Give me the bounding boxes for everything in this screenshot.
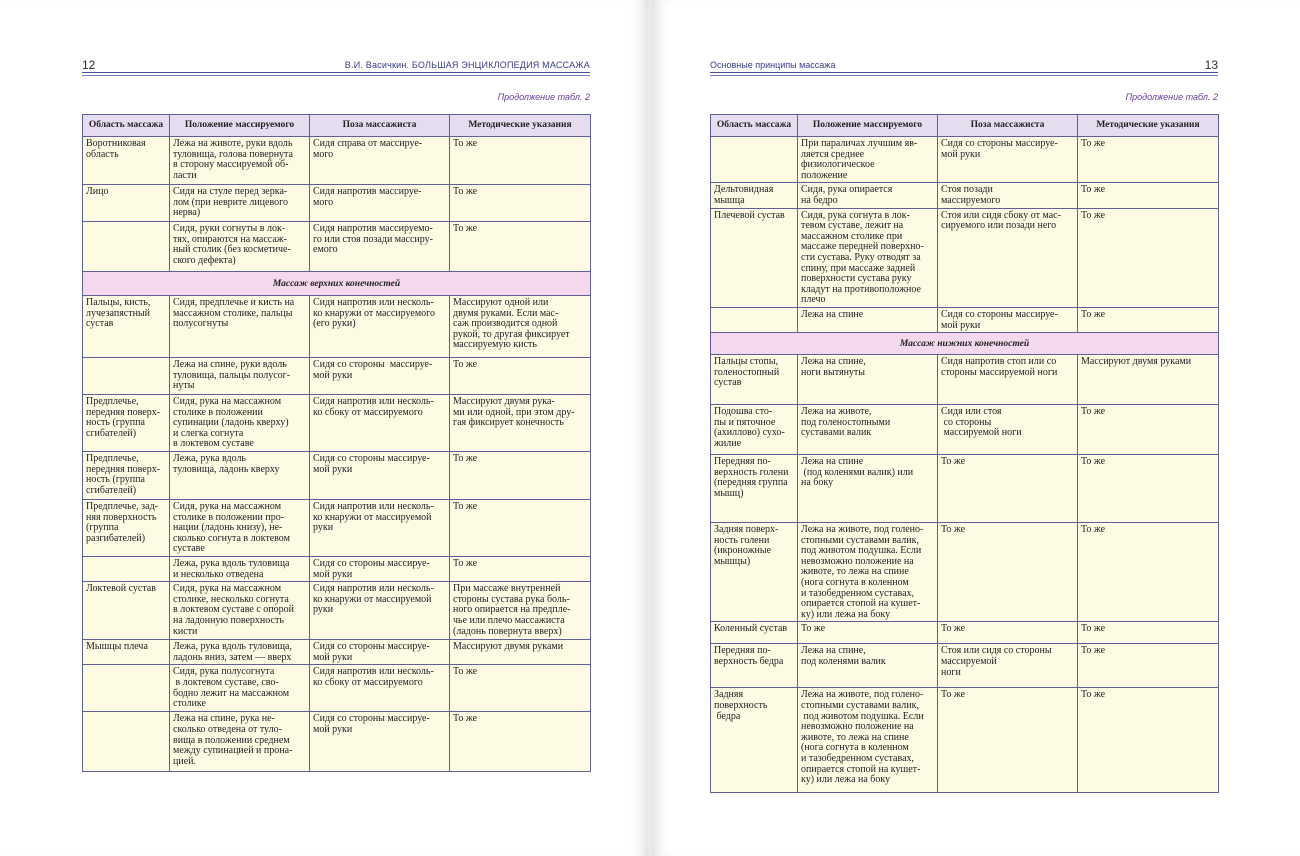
notes-cell: То же <box>450 712 591 772</box>
notes-cell: При массаже внутренней стороны сустава рука боль- ного опирается на предпле- чье или плечо массажиста (ладонь повернута вверх) <box>450 582 591 640</box>
notes-cell: То же <box>1078 523 1219 622</box>
notes-cell: То же <box>1078 137 1219 183</box>
table-row <box>83 296 591 358</box>
massage-table-left <box>82 114 591 772</box>
notes-cell: Массируют двумя рука- ми или одной, при этом дру- гая фиксирует конечность <box>450 395 591 452</box>
pose-cell: Сидя напротив массируе- мого <box>310 185 450 222</box>
notes-cell: То же <box>1078 644 1219 688</box>
notes-cell: То же <box>1078 405 1219 455</box>
table-row <box>83 137 591 185</box>
column-header: Методические указания <box>450 115 591 137</box>
table-row <box>83 640 591 665</box>
table-row <box>83 582 591 640</box>
continuation-label: Продолжение табл. 2 <box>497 92 590 102</box>
position-cell: Лежа, рука вдоль туловища и несколько отведена <box>170 556 310 581</box>
position-cell: Сидя на стуле перед зерка- лом (при неврите лицевого нерва) <box>170 185 310 222</box>
pose-cell: Сидя со стороны массируе- мой руки <box>938 137 1078 183</box>
page-number: 12 <box>82 58 96 72</box>
notes-cell: То же <box>450 499 591 556</box>
pose-cell: Сидя со стороны массируе- мой руки <box>938 307 1078 332</box>
area-cell: Локтевой сустав <box>83 582 170 640</box>
header-rule-thin <box>82 75 590 76</box>
table-header-row <box>711 115 1219 137</box>
area-cell: Дельтовидная мышца <box>711 183 798 208</box>
running-title: Основные принципы массажа <box>710 60 836 70</box>
position-cell: Сидя, рука согнута в лок- тевом суставе, лежит на массажном столике при массаже передней поверхно- сти сустава. Руку отводят за спину, при массаже задней поверхности сустава руку кладут на противоположное плечо <box>798 208 938 307</box>
table-row <box>83 222 591 272</box>
table-header-row <box>83 115 591 137</box>
position-cell: Лежа на животе, под голеностопными суставами валик <box>798 405 938 455</box>
area-cell: Пальцы стопы, голеностопный сустав <box>711 355 798 405</box>
table-row <box>711 688 1219 793</box>
table-row <box>711 208 1219 307</box>
area-cell: Передняя по- верхность бедра <box>711 644 798 688</box>
area-cell <box>83 712 170 772</box>
area-cell: Предплечье, передняя поверх- ность (группа сгибателей) <box>83 451 170 499</box>
table-row <box>83 395 591 452</box>
area-cell: Мышцы плеча <box>83 640 170 665</box>
table-row <box>83 185 591 222</box>
position-cell: Сидя, рука на массажном столике, несколько согнута в локтевом суставе с опорой на ладонную поверхность кисти <box>170 582 310 640</box>
area-cell: Лицо <box>83 185 170 222</box>
position-cell: Сидя, рука на массажном столике в положении супинации (ладонь кверху) и слегка согнута в локтевом суставе <box>170 395 310 452</box>
pose-cell: Сидя напротив или несколь- ко кнаружи от массируемой руки <box>310 499 450 556</box>
pose-cell: То же <box>938 523 1078 622</box>
notes-cell: То же <box>450 358 591 395</box>
table-row <box>83 665 591 712</box>
position-cell: Лежа на животе, под голено- стопными суставами валик, под животом подушка. Если невозможно положение на животе, то лежа на спине (нога согнута в коленном и тазобедренном суставах, опирается стопой на кушет- ку) или лежа на боку <box>798 523 938 622</box>
position-cell: Сидя, руки согнуты в лок- тях, опираются на массаж- ный столик (без косметиче- ского дефекта) <box>170 222 310 272</box>
notes-cell: То же <box>1078 208 1219 307</box>
position-cell: Сидя, рука полусогнута в локтевом суставе, сво- бодно лежит на массажном столике <box>170 665 310 712</box>
notes-cell: Массируют двумя руками <box>1078 355 1219 405</box>
pose-cell: Сидя со стороны массируе- мой руки <box>310 556 450 581</box>
notes-cell: То же <box>450 451 591 499</box>
area-cell: Плечевой сустав <box>711 208 798 307</box>
running-title: В.И. Васичкин. БОЛЬШАЯ ЭНЦИКЛОПЕДИЯ МАССАЖА <box>344 60 590 70</box>
area-cell <box>711 307 798 332</box>
table-row <box>83 556 591 581</box>
position-cell: Лежа, рука вдоль туловища, ладонь кверху <box>170 451 310 499</box>
area-cell <box>83 665 170 712</box>
pose-cell: Стоя позади массируемого <box>938 183 1078 208</box>
table-row <box>83 358 591 395</box>
pose-cell: Сидя напротив или несколь- ко кнаружи от массируемой руки <box>310 582 450 640</box>
area-cell: Пальцы, кисть, лучезапястный сустав <box>83 296 170 358</box>
column-header: Методические указания <box>1078 115 1219 137</box>
position-cell: Лежа, рука вдоль туловища, ладонь вниз, затем — вверх <box>170 640 310 665</box>
table-row <box>711 405 1219 455</box>
header-rule <box>82 72 590 73</box>
pose-cell: Сидя со стороны массируе- мой руки <box>310 640 450 665</box>
notes-cell: То же <box>450 137 591 185</box>
column-header: Поза массажиста <box>938 115 1078 137</box>
notes-cell: То же <box>1078 307 1219 332</box>
notes-cell: То же <box>450 665 591 712</box>
position-cell: Лежа на спине, руки вдоль туловища, пальцы полусог- нуты <box>170 358 310 395</box>
pose-cell: Сидя справа от массируе- мого <box>310 137 450 185</box>
notes-cell: То же <box>1078 183 1219 208</box>
pose-cell: Сидя напротив или несколь- ко кнаружи от массируемого (его руки) <box>310 296 450 358</box>
section-title: Массаж верхних конечностей <box>83 272 591 296</box>
pose-cell: Сидя напротив или несколь- ко сбоку от массируемого <box>310 395 450 452</box>
notes-cell: То же <box>1078 455 1219 523</box>
position-cell: Сидя, рука на массажном столике в положении про- нации (ладонь книзу), не- сколько согнута в локтевом суставе <box>170 499 310 556</box>
pose-cell: То же <box>938 688 1078 793</box>
notes-cell: То же <box>1078 622 1219 644</box>
pose-cell: Стоя или сидя сбоку от мас- сируемого или позади него <box>938 208 1078 307</box>
position-cell: Лежа на спине, под коленями валик <box>798 644 938 688</box>
notes-cell: То же <box>450 222 591 272</box>
table-row <box>83 712 591 772</box>
table-row <box>711 307 1219 332</box>
column-header: Поза массажиста <box>310 115 450 137</box>
left-page <box>0 0 648 856</box>
pose-cell: Стоя или сидя со стороны массируемой ноги <box>938 644 1078 688</box>
notes-cell: Массируют одной или двумя руками. Если мас- саж производится одной рукой, то другая фиксирует массируемую кисть <box>450 296 591 358</box>
area-cell: Коленный сустав <box>711 622 798 644</box>
table-row <box>711 622 1219 644</box>
area-cell: Передняя по- верхность голени (передняя группа мышц) <box>711 455 798 523</box>
pose-cell: Сидя со стороны массируе- мой руки <box>310 712 450 772</box>
position-cell: Лежа на животе, руки вдоль туловища, голова повернута в сторону массируемой об- ласти <box>170 137 310 185</box>
table-row <box>711 183 1219 208</box>
area-cell: Предплечье, зад- няя поверхность (группа разгибателей) <box>83 499 170 556</box>
area-cell <box>83 556 170 581</box>
area-cell: Воротниковая область <box>83 137 170 185</box>
pose-cell: Сидя напротив стоп или со стороны массируемой ноги <box>938 355 1078 405</box>
table-row <box>83 451 591 499</box>
page-number: 13 <box>1204 58 1218 72</box>
area-cell: Предплечье, передняя поверх- ность (группа сгибателей) <box>83 395 170 452</box>
area-cell <box>83 222 170 272</box>
area-cell: Задняя поверх- ность голени (икроножные мышцы) <box>711 523 798 622</box>
continuation-label: Продолжение табл. 2 <box>1125 92 1218 102</box>
column-header: Положение массируемого <box>798 115 938 137</box>
table-row <box>711 137 1219 183</box>
section-row <box>711 333 1219 355</box>
pose-cell: То же <box>938 455 1078 523</box>
table-row <box>83 499 591 556</box>
notes-cell: Массируют двумя руками <box>450 640 591 665</box>
area-cell: Задняя поверхность бедра <box>711 688 798 793</box>
section-title: Массаж нижних конечностей <box>711 333 1219 355</box>
pose-cell: Сидя со стороны массируе- мой руки <box>310 358 450 395</box>
table-row <box>711 644 1219 688</box>
position-cell: Лежа на спине (под коленями валик) или на боку <box>798 455 938 523</box>
position-cell: Лежа на спине <box>798 307 938 332</box>
column-header: Положение массируемого <box>170 115 310 137</box>
position-cell: Лежа на спине, рука не- сколько отведена от туло- вища в положении среднем между супинацией и прона- цией. <box>170 712 310 772</box>
position-cell: Лежа на спине, ноги вытянуты <box>798 355 938 405</box>
position-cell: Сидя, предплечье и кисть на массажном столике, пальцы полусогнуты <box>170 296 310 358</box>
pose-cell: Сидя со стороны массируе- мой руки <box>310 451 450 499</box>
massage-table-right <box>710 114 1219 793</box>
area-cell: Подошва сто- пы и пяточное (ахиллово) сухо- жилие <box>711 405 798 455</box>
header-rule <box>710 72 1218 73</box>
table-row <box>711 523 1219 622</box>
column-header: Область массажа <box>83 115 170 137</box>
area-cell <box>83 358 170 395</box>
table-row <box>711 355 1219 405</box>
pose-cell: Сидя напротив или несколь- ко сбоку от массируемого <box>310 665 450 712</box>
notes-cell: То же <box>1078 688 1219 793</box>
notes-cell: То же <box>450 556 591 581</box>
area-cell <box>711 137 798 183</box>
position-cell: Сидя, рука опирается на бедро <box>798 183 938 208</box>
position-cell: При параличах лучшим яв- ляется среднее физиологическое положение <box>798 137 938 183</box>
table-row <box>711 455 1219 523</box>
pose-cell: Сидя напротив массируемо- го или стоя позади массиру- емого <box>310 222 450 272</box>
header-rule-thin <box>710 75 1218 76</box>
pose-cell: Сидя или стоя со стороны массируемой ноги <box>938 405 1078 455</box>
position-cell: То же <box>798 622 938 644</box>
column-header: Область массажа <box>711 115 798 137</box>
section-row <box>83 272 591 296</box>
right-page <box>652 0 1300 856</box>
position-cell: Лежа на животе, под голено- стопными суставами валик, под животом подушка. Если невозможно положение на животе, то лежа на спине (нога согнута в коленном и тазобедренном суставах, опирается стопой на кушет- ку) или лежа на боку <box>798 688 938 793</box>
notes-cell: То же <box>450 185 591 222</box>
pose-cell: То же <box>938 622 1078 644</box>
